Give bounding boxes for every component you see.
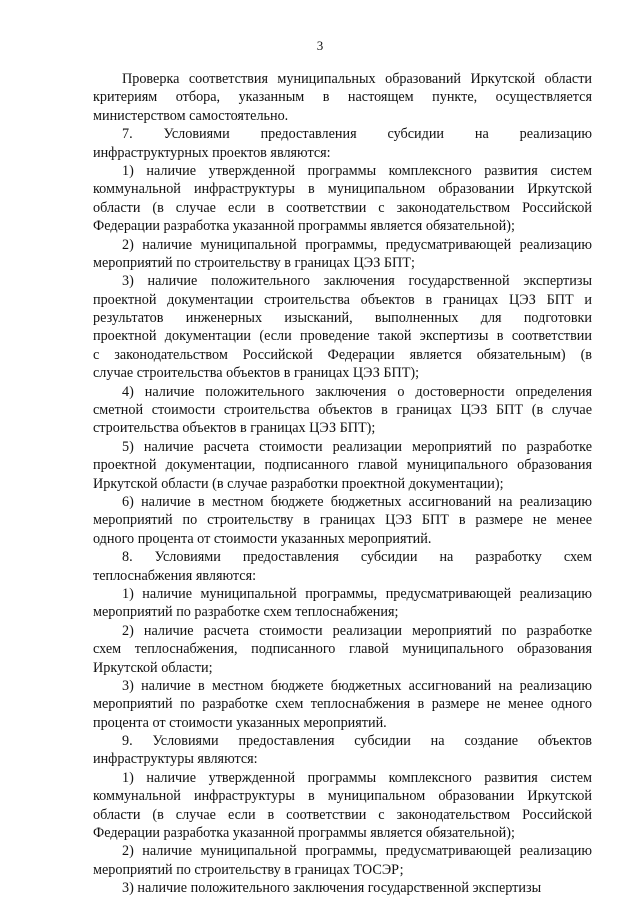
text-line: мероприятий по строительству в границах ЦЭЗ БПТ в размере не менее <box>93 512 592 529</box>
text-line: 5) наличие расчета стоимости реализации мероприятий по разработке <box>122 438 592 455</box>
paragraph-p7-6 <box>93 493 592 548</box>
text-line: Иркутской области; <box>93 659 213 676</box>
text-line: результатов инженерных изысканий, выполненных для подготовки <box>93 310 592 327</box>
text-line: министерством самостоятельно. <box>93 107 289 124</box>
text-line: строительства объектов в границах ЦЭЗ БПТ); <box>93 420 376 437</box>
text-line: схем теплоснабжения, подписанного главой муниципального образования <box>93 641 592 658</box>
text-line: Федерации разработка указанной программы является обязательной); <box>93 825 515 842</box>
text-line: одного процента от стоимости указанных мероприятий. <box>93 530 432 547</box>
text-line: мероприятий по разработке схем теплоснабжения; <box>93 604 399 621</box>
text-line: случае строительства объектов в границах ЦЭЗ БПТ); <box>93 365 420 382</box>
paragraph-p7-5 <box>93 438 592 493</box>
paragraph-p8-1 <box>93 585 592 622</box>
text-line: инфраструктуры являются: <box>93 751 258 768</box>
paragraph-p9 <box>93 732 592 769</box>
paragraph-p8 <box>93 548 592 585</box>
text-line: 2) наличие муниципальной программы, предусматривающей реализацию <box>122 236 592 253</box>
text-line: мероприятий по разработке схем теплоснабжения в размере не менее одного <box>93 696 592 713</box>
text-line: 7. Условиями предоставления субсидии на реализацию <box>122 126 592 143</box>
paragraph-p7-1 <box>93 162 592 236</box>
text-line: 1) наличие утвержденной программы комплексного развития систем <box>122 769 592 786</box>
text-line: проектной документации (если проведение такой экспертизы в соответствии <box>93 328 592 345</box>
text-line: критериям отбора, указанным в настоящем пункте, осуществляется <box>93 89 592 106</box>
text-line: 3) наличие положительного заключения государственной экспертизы <box>122 273 592 290</box>
text-line: области (в случае если в соответствии с законодательством Российской <box>93 199 592 216</box>
paragraph-p-check <box>93 70 592 125</box>
paragraph-p7-2 <box>93 236 592 273</box>
paragraph-p9-3 <box>93 879 592 897</box>
document-body <box>93 70 592 898</box>
text-line: мероприятий по строительству в границах ТОСЭР; <box>93 861 404 878</box>
text-line: коммунальной инфраструктуры в муниципальном образовании Иркутской <box>93 181 592 198</box>
text-line: Иркутской области (в случае разработки проектной документации); <box>93 475 504 492</box>
text-line: 3) наличие в местном бюджете бюджетных ассигнований на реализацию <box>122 677 592 694</box>
text-line: Проверка соответствия муниципальных образований Иркутской области <box>122 71 592 87</box>
text-line: 1) наличие муниципальной программы, предусматривающей реализацию <box>122 585 592 602</box>
text-line: 2) наличие расчета стоимости реализации мероприятий по разработке <box>122 622 592 639</box>
text-line: 9. Условиями предоставления субсидии на создание объектов <box>122 733 592 750</box>
text-line: мероприятий по строительству в границах ЦЭЗ БПТ; <box>93 254 415 271</box>
paragraph-p9-1 <box>93 769 592 843</box>
text-line: с законодательством Российской Федерации является обязательным) (в <box>93 346 592 363</box>
text-line: Федерации разработка указанной программы является обязательной); <box>93 218 515 235</box>
paragraph-p9-2 <box>93 842 592 879</box>
text-line: инфраструктурных проектов являются: <box>93 144 331 161</box>
text-line: сметной стоимости строительства объектов в границах ЦЭЗ БПТ (в случае <box>93 402 592 419</box>
paragraph-p7-3 <box>93 272 592 382</box>
text-line: коммунальной инфраструктуры в муниципальном образовании Иркутской <box>93 788 592 805</box>
text-line: 3) наличие положительного заключения государственной экспертизы <box>122 880 542 897</box>
text-line: проектной документации строительства объектов в границах ЦЭЗ БПТ и <box>93 291 592 308</box>
paragraph-p8-3 <box>93 677 592 732</box>
text-line: процента от стоимости указанных мероприятий. <box>93 714 387 731</box>
paragraph-p7-4 <box>93 383 592 438</box>
page-number: 3 <box>316 38 324 53</box>
text-line: проектной документации, подписанного главой муниципального образования <box>93 457 592 474</box>
paragraph-p8-2 <box>93 622 592 677</box>
text-line: 8. Условиями предоставления субсидии на разработку схем <box>122 549 592 566</box>
text-line: теплоснабжения являются: <box>93 567 257 584</box>
text-line: 4) наличие положительного заключения о достоверности определения <box>122 383 592 400</box>
text-line: 1) наличие утвержденной программы комплексного развития систем <box>122 162 592 179</box>
text-line: области (в случае если в соответствии с законодательством Российской <box>93 806 592 823</box>
paragraph-p7 <box>93 125 592 162</box>
text-line: 6) наличие в местном бюджете бюджетных ассигнований на реализацию <box>122 493 592 510</box>
text-line: 2) наличие муниципальной программы, предусматривающей реализацию <box>122 843 592 860</box>
